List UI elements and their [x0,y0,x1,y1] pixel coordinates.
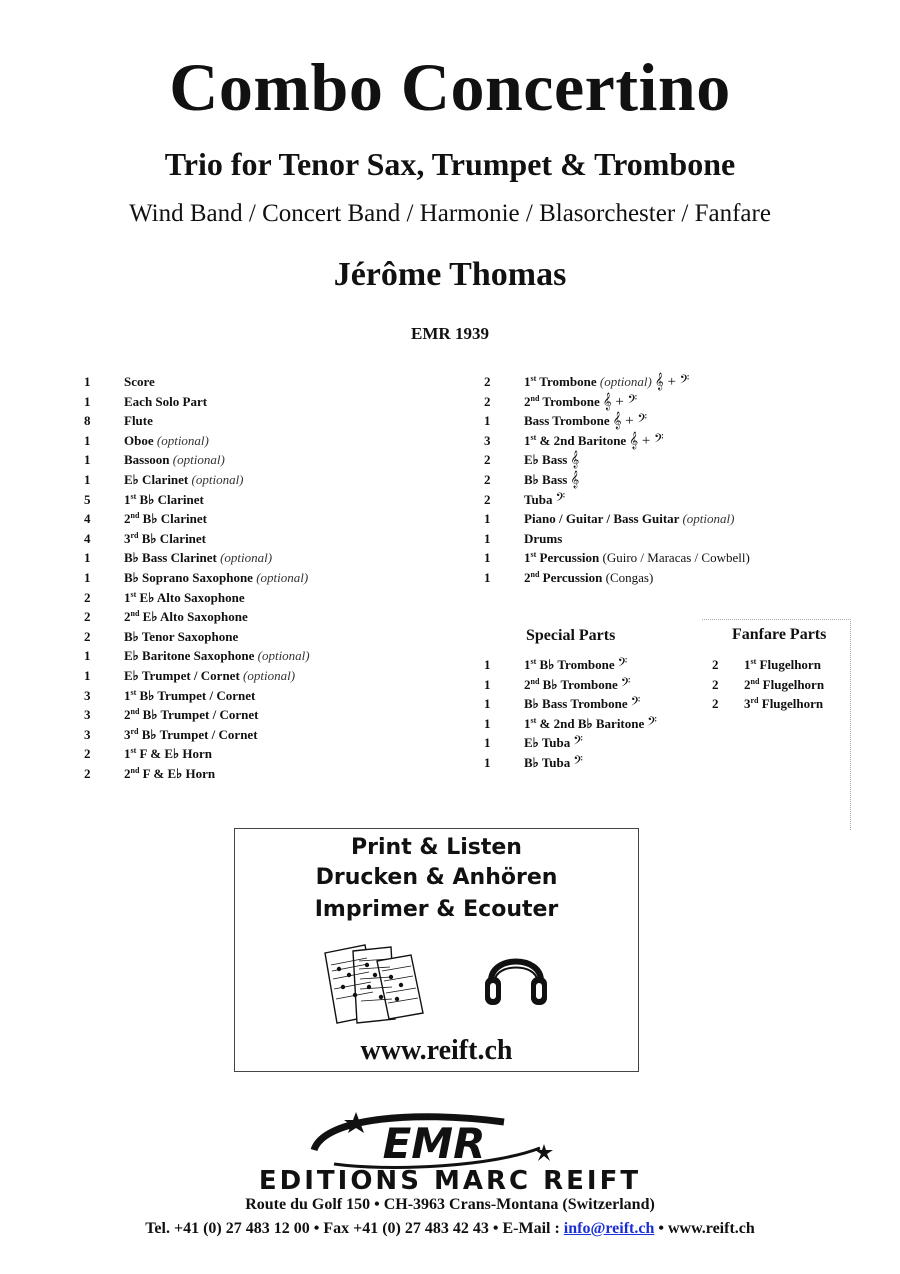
part-name [124,589,245,607]
part-quantity: 2 [484,452,491,468]
promo-url-link[interactable]: www.reift.ch [360,1035,513,1066]
part-label: Piano / Guitar / Bass Guitar [524,511,680,527]
part-quantity: 1 [84,668,91,683]
part-optional-note: (optional) [257,648,310,664]
part-label: Bass Trombone [524,413,610,429]
part-label: B♭ Clarinet [142,511,207,527]
part-quantity: 4 [84,530,91,546]
clef-icon: 𝄞 + 𝄢 [654,374,690,390]
part-name [524,432,664,450]
part-ordinal: 1 [124,687,131,703]
fanfare-parts-list [712,656,852,716]
part-name [744,656,821,674]
clef-icon: 𝄞 + 𝄢 [612,413,648,430]
part-label: B♭ Trombone [542,676,618,692]
part-ordinal: 2 [744,676,751,692]
part-label: F & E♭ Horn [139,746,212,762]
part-label: E♭ Tuba [524,735,571,751]
part-label: E♭ Alto Saxophone [139,589,245,605]
part-quantity: 2 [84,589,91,605]
part-ordinal-suffix: nd [130,511,140,521]
part-quantity: 2 [484,393,491,409]
part-ordinal: 1 [524,432,531,448]
part-quantity: 1 [84,432,91,448]
clef-icon: 𝄢 [617,657,628,673]
part-ordinal: 3 [124,726,131,742]
email-link[interactable]: info@reift.ch [563,1220,655,1237]
clef-icon: 𝄞 + 𝄢 [629,432,664,449]
subtitle: Trio for Tenor Sax, Trumpet & Trombone [164,146,736,182]
part-optional-note: (optional) [220,550,273,566]
part-label: Oboe [124,432,154,448]
clef-icon: 𝄢 [630,696,641,713]
part-label: B♭ Trumpet / Cornet [141,726,258,742]
part-label: Flugelhorn [761,696,824,712]
part-ordinal: 1 [524,374,531,389]
part-name [524,491,565,509]
fanfare-parts-heading: Fanfare Parts [732,626,827,643]
part-ordinal: 2 [524,676,531,692]
publisher-contact [0,1220,900,1238]
part-ordinal: 1 [124,491,131,507]
part-ordinal: 1 [524,715,531,731]
part-ordinal-suffix: st [750,657,757,666]
part-quantity: 2 [84,609,91,625]
promo-line-fr: Imprimer & Ecouter [314,897,559,922]
part-name [124,706,258,724]
part-ordinal-suffix: nd [530,676,540,686]
part-label: E♭ Trumpet / Cornet [124,668,240,683]
part-quantity: 2 [84,746,91,762]
part-ordinal-suffix: st [530,715,537,725]
part-instrument-note: (Congas) [605,570,654,585]
part-name [124,569,308,587]
part-label: Drums [524,530,563,546]
part-name [124,667,295,685]
part-name [524,734,583,752]
page-title: Combo Concertino [169,49,731,125]
publisher-name: EDITIONS MARC REIFT [258,1166,642,1196]
part-quantity: 1 [484,511,491,527]
part-name [524,510,734,528]
part-optional-note: (optional) [243,668,296,683]
part-label: E♭ Alto Saxophone [142,609,248,625]
part-name [524,656,627,674]
part-label: B♭ Trumpet / Cornet [139,687,256,703]
part-name [524,569,653,587]
part-quantity: 1 [484,550,491,566]
part-name [524,451,579,469]
part-ordinal-suffix: rd [750,696,759,706]
part-ordinal: 1 [124,746,131,762]
part-quantity: 1 [484,570,491,585]
part-ordinal: 2 [524,393,531,409]
part-ordinal: 2 [124,766,131,781]
part-name [524,412,647,430]
part-ordinal-suffix: st [130,687,137,697]
part-optional-note: (optional) [256,570,309,585]
part-label: E♭ Clarinet [124,472,189,487]
part-name [124,393,207,411]
part-quantity: 1 [484,676,491,692]
part-name [524,715,657,733]
part-quantity: 2 [712,657,719,672]
part-label: B♭ Bass [524,472,568,487]
part-quantity: 2 [84,766,91,781]
part-ordinal-suffix: st [530,374,537,383]
part-optional-note: (optional) [599,374,652,389]
clef-icon: 𝄢 [647,715,657,732]
part-quantity: 1 [484,755,491,770]
emr-logo [304,1108,564,1174]
part-ordinal: 2 [124,511,131,527]
catalog-number: EMR 1939 [411,324,489,343]
part-label: Trombone [539,374,597,389]
clef-icon: 𝄢 [555,491,566,508]
part-ordinal-suffix: st [130,746,137,756]
part-name [744,695,823,713]
parts-list-right [484,373,844,593]
part-label: B♭ Tuba [524,755,571,770]
part-name [124,647,310,665]
part-label: B♭ Bass Clarinet [124,550,217,566]
part-name [124,412,153,430]
part-quantity: 1 [84,472,91,487]
part-quantity: 2 [484,472,491,487]
part-ordinal-suffix: rd [130,530,139,540]
part-quantity: 2 [712,696,719,712]
part-name [524,549,750,567]
part-optional-note: (optional) [191,472,244,487]
part-quantity: 1 [84,452,91,468]
special-parts-heading: Special Parts [526,627,616,644]
part-ordinal-suffix: rd [130,726,139,736]
part-name [524,471,579,489]
part-ordinal: 1 [524,550,531,566]
part-label: E♭ Bass [524,452,568,468]
part-quantity: 2 [712,676,719,692]
part-ordinal-suffix: st [530,432,537,442]
headphones-icon [481,941,551,1013]
part-label: Trombone [542,393,600,409]
part-label: B♭ Bass Trombone [524,696,628,712]
part-name [524,393,637,411]
promo-line-de: Drucken & Anhören [315,865,558,890]
clef-icon: 𝄢 [620,676,631,693]
part-name [124,373,155,391]
part-label: Flute [124,413,153,429]
part-label: Flugelhorn [759,657,821,672]
part-quantity: 1 [84,374,91,389]
part-quantity: 1 [484,413,491,429]
part-label: Percussion [542,570,603,585]
part-label: B♭ Tenor Saxophone [124,628,239,644]
part-name [124,608,248,626]
part-label: Tuba [524,491,553,507]
part-ordinal: 2 [124,707,131,723]
part-label: B♭ Trumpet / Cornet [142,707,259,723]
part-label: Bassoon [124,452,170,468]
clef-icon: 𝄞 [570,452,580,469]
part-ordinal: 3 [744,696,751,712]
part-ordinal: 1 [524,657,531,672]
part-name [124,491,204,509]
part-ordinal-suffix: nd [130,766,140,775]
part-name [524,754,583,772]
contact-website: • www.reift.ch [654,1220,755,1237]
part-optional-note: (optional) [682,511,735,527]
part-quantity: 1 [484,715,491,731]
part-label: B♭ Clarinet [139,491,204,507]
part-optional-note: (optional) [172,452,225,468]
part-ordinal: 3 [124,530,131,546]
composer-name: Jérôme Thomas [333,256,567,293]
part-name [124,471,244,489]
parts-list-left [84,373,444,783]
part-label: Flugelhorn [762,676,825,692]
part-label: B♭ Trombone [539,657,615,672]
part-ordinal: 1 [124,589,131,605]
part-quantity: 1 [84,648,91,664]
part-quantity: 1 [84,393,91,409]
sheet-music-icon [319,939,429,1029]
part-name [524,373,689,391]
part-label: Percussion [539,550,600,566]
part-name [524,530,562,548]
part-quantity: 1 [84,550,91,566]
part-name [124,530,206,548]
fanfare-frame [702,619,851,830]
part-ordinal-suffix: nd [130,707,140,717]
promo-line-en: Print & Listen [351,835,522,860]
part-label: E♭ Baritone Saxophone [124,648,255,664]
part-name [124,451,225,469]
part-label: B♭ Clarinet [141,530,207,546]
part-ordinal-suffix: nd [530,393,540,403]
part-label: F & E♭ Horn [142,766,216,781]
part-quantity: 4 [84,511,91,527]
part-quantity: 1 [84,570,91,585]
part-name [524,695,640,713]
part-quantity: 1 [484,696,491,712]
part-instrument-note: (Guiro / Maracas / Cowbell) [602,550,750,566]
part-label: B♭ Soprano Saxophone [124,570,253,585]
clef-icon: 𝄢 [573,735,583,752]
part-quantity: 3 [84,707,91,723]
part-quantity: 8 [84,413,91,429]
band-types: Wind Band / Concert Band / Harmonie / Blasorchester / Fanfare [129,200,771,227]
part-name [124,765,215,783]
part-name [124,432,209,450]
part-quantity: 5 [84,491,91,507]
part-quantity: 2 [84,628,91,644]
part-ordinal-suffix: nd [130,609,140,619]
part-quantity: 1 [484,735,491,751]
clef-icon: 𝄢 [573,755,583,771]
part-name [124,628,238,646]
part-name [124,745,212,763]
special-parts-list [484,656,704,776]
part-ordinal-suffix: st [130,589,137,599]
part-quantity: 3 [84,687,91,703]
part-quantity: 3 [484,432,491,448]
part-ordinal-suffix: st [130,491,137,501]
contact-phone-fax: Tel. +41 (0) 27 483 12 00 • Fax +41 (0) 27 483 42 43 • E-Mail : [145,1220,564,1237]
part-ordinal-suffix: st [530,550,537,560]
part-label: Each Solo Part [124,393,208,409]
part-label: Score [124,374,155,389]
print-listen-box[interactable] [234,828,639,1072]
part-ordinal: 2 [124,609,131,625]
part-label: & 2nd Baritone [539,432,627,448]
clef-icon: 𝄞 [570,472,580,488]
part-name [124,549,272,567]
part-name [124,687,255,705]
part-quantity: 2 [484,491,491,507]
clef-icon: 𝄞 + 𝄢 [602,393,638,410]
part-quantity: 1 [484,657,491,672]
publisher-address: Route du Golf 150 • CH-3963 Crans-Montana (Switzerland) [245,1196,655,1213]
part-ordinal-suffix: nd [750,676,760,686]
part-quantity: 1 [484,530,491,546]
part-name [124,726,258,744]
part-name [524,676,630,694]
part-quantity: 2 [484,374,491,389]
part-label: & 2nd B♭ Baritone [539,715,645,731]
part-ordinal-suffix: st [530,657,537,666]
part-ordinal-suffix: nd [530,570,540,579]
part-name [124,510,207,528]
part-ordinal: 1 [744,657,751,672]
part-optional-note: (optional) [156,432,209,448]
part-ordinal: 2 [524,570,531,585]
part-name [744,676,824,694]
emr-logo-text: EMR [382,1119,486,1168]
part-quantity: 3 [84,726,91,742]
